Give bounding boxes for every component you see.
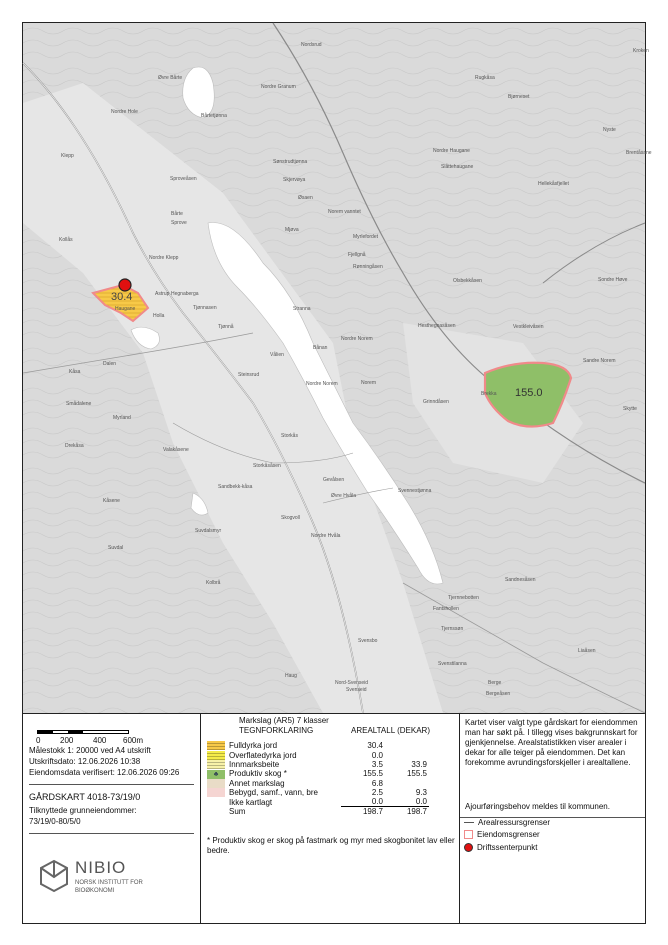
place-label: Haug [285, 673, 297, 679]
parcel-label-forest: 155.0 [515, 387, 543, 399]
info-paragraph: Kartet viser valgt type gårdskart for eiendommen man har søkt på. I tillegg vises bakgrunnskart for gjenkjennelse. Arealstatistikken viser arealer i dekar for alle teiger på eiendommen. Det kan forekomme avrundingsforskjeller i arealtallene. [465, 718, 638, 767]
place-label: Brekka [481, 391, 497, 397]
row-label: Ikke kartlagt [229, 797, 273, 807]
legend-swatch [207, 741, 225, 750]
place-label: Hegnaberga [171, 291, 199, 297]
row-value-b [385, 750, 429, 759]
verified-date: Eiendomsdata verifisert: 12.06.2026 09:26 [29, 768, 180, 777]
row-label: Sum [229, 807, 246, 817]
place-label: Drekåsa [65, 443, 84, 449]
place-label: Nordre Norem [341, 336, 373, 342]
row-value-a: 30.4 [367, 741, 383, 751]
place-label: Norem vanntet [328, 209, 361, 215]
legend-swatch [207, 807, 225, 816]
legend-swatch [207, 751, 225, 760]
place-label: Astrup [155, 291, 170, 297]
area-row [205, 807, 429, 817]
place-label: Vålien [270, 352, 284, 358]
area-row [205, 769, 429, 778]
map-canvas [23, 23, 645, 713]
place-label: Nordsrud [301, 42, 322, 48]
place-label: Valakåsene [163, 447, 189, 453]
place-label: Steinsrud [238, 372, 260, 378]
place-label: Fantshollen [433, 606, 459, 612]
print-date: Utskriftsdato: 12.06.2026 10:38 [29, 757, 141, 766]
col-area: AREALTALL (DEKAR) [351, 726, 430, 735]
row-value-a: 0.0 [341, 797, 385, 807]
info-update: Ajourføringsbehov meldes til kommunen. [465, 802, 610, 811]
place-label: Storkås [281, 433, 298, 439]
place-label: Grinndåsen [423, 399, 449, 405]
place-label: Stranna [293, 306, 311, 312]
scale-text: Målestokk 1: 20000 ved A4 utskrift [29, 746, 151, 755]
place-label: Sprove [171, 220, 187, 226]
row-label: Overflatedyrka jord [229, 750, 297, 760]
scale-bar [37, 730, 129, 734]
row-value-b [385, 779, 429, 788]
logo-name: NIBIO [75, 858, 127, 877]
logo-sub2: BIOØKONOMI [75, 888, 115, 894]
scale-tick-400: 400 [93, 736, 107, 745]
place-label: Tjernssøn [441, 626, 464, 632]
parcel-label-field: 30.4 [111, 291, 133, 303]
row-value-b: 198.7 [406, 807, 427, 817]
col-legend: TEGNFORKLARING [239, 726, 314, 735]
place-label: Smådalene [66, 401, 92, 407]
area-row [205, 760, 429, 769]
area-row [205, 741, 429, 750]
divider [29, 784, 194, 785]
place-label: Rønningåsen [353, 264, 383, 270]
place-label: Tjønnasen [193, 305, 217, 311]
place-label: Nordre Hole [111, 109, 138, 115]
place-label: Tjernnebotten [448, 595, 479, 601]
place-label: Skytte [623, 406, 637, 412]
place-label: Storkåsåsen [253, 463, 281, 469]
row-label: Annet markslag [229, 778, 285, 788]
linked-label: Tilknyttede grunneiendommer: [29, 806, 137, 815]
legend-driftssenter: Driftssenterpunkt [464, 843, 537, 852]
place-label: Bårte [171, 211, 183, 217]
place-label: Svenstilanna [438, 661, 467, 667]
place-label: Klepp [61, 153, 74, 159]
legend-swatch: ♣ [207, 770, 225, 779]
row-value-b: 155.5 [406, 769, 427, 779]
row-value-b [385, 741, 429, 750]
row-value-a: 6.8 [371, 778, 383, 788]
legend-arealressurs: Arealressursgrenser [464, 818, 550, 827]
nibio-logo-icon [39, 859, 69, 893]
place-label: Nordre Klepp [149, 255, 179, 261]
place-label: Øsaen [298, 195, 313, 201]
row-label: Innmarksbeite [229, 759, 280, 769]
place-label: Svennestjønna [398, 488, 432, 494]
place-label: Kåsene [103, 498, 120, 504]
map-area[interactable] [23, 23, 652, 714]
place-label: Sproveåsen [170, 176, 197, 182]
place-label: Mjøva [285, 227, 299, 233]
dot-icon [464, 843, 473, 852]
place-label: Kroken [633, 48, 649, 54]
place-label: Bjørneset [508, 94, 530, 100]
place-label: Bergeåsen [486, 691, 511, 697]
place-label: Nordre Haugane [433, 148, 470, 154]
row-value-b: 33.9 [411, 759, 427, 769]
place-label: Norem [361, 380, 377, 386]
place-label: Svenseid [346, 687, 367, 693]
row-value-b: 0.0 [385, 797, 429, 807]
place-label: Vestkleivåsen [513, 324, 544, 330]
place-label: Bårtetjønna [201, 113, 227, 119]
row-label: Fulldyrka jord [229, 741, 278, 751]
area-row [205, 797, 429, 807]
place-label: Kollås [59, 237, 73, 243]
area-row [205, 750, 429, 759]
linked-value: 73/19/0-80/5/0 [29, 817, 81, 826]
farm-map-title: GÅRDSKART 4018-73/19/0 [29, 792, 141, 802]
logo-sub1: NORSK INSTITUTT FOR [75, 880, 143, 886]
row-value-a: 0.0 [371, 750, 383, 760]
scale-info-panel [23, 714, 201, 923]
place-label: Øvre Hvåla [331, 493, 357, 499]
place-label: Nyste [603, 127, 616, 133]
line-icon [464, 822, 474, 823]
row-value-a: 198.7 [362, 807, 383, 817]
place-label: Kolbrå [206, 580, 221, 586]
marks-title: Markslag (AR5) 7 klasser [239, 716, 329, 725]
place-label: Brentåsane [626, 150, 652, 156]
legend-swatch [207, 798, 225, 807]
legend-swatch [207, 760, 225, 769]
place-label: Myrlefordet [353, 234, 379, 240]
place-label: Skogvoll [281, 515, 300, 521]
scale-tick-200: 200 [60, 736, 74, 745]
place-label: Dalen [103, 361, 117, 367]
place-label: Slåttehaugane [441, 164, 474, 170]
place-label: Skjervøya [283, 177, 306, 183]
place-label: Bånan [313, 345, 328, 351]
place-label: Sandnesåsen [505, 577, 536, 583]
place-label: Sandbekk-kåsa [218, 484, 253, 490]
row-value-a: 3.5 [371, 759, 383, 769]
place-label: Suvdal [108, 545, 124, 551]
footnote: * Produktiv skog er skog på fastmark og myr med skogbonitet lav eller bedre. [207, 836, 455, 855]
area-row [205, 779, 429, 788]
legend-eiendom: Eiendomsgrenser [464, 830, 540, 839]
place-label: Nord-Svenseid [335, 680, 369, 686]
place-label: Fjellgnå [348, 252, 366, 258]
place-label: Nordre Hvåla [311, 533, 341, 539]
driftssenter-point[interactable] [119, 279, 131, 291]
place-label: Sandre Norem [583, 358, 616, 364]
legend-swatch [207, 779, 225, 788]
row-value-b: 9.3 [415, 788, 427, 798]
place-label: Holla [153, 313, 165, 319]
place-label: Haugane [115, 306, 136, 312]
place-label: Nordre Norem [306, 381, 338, 387]
place-label: Svensbo [358, 638, 378, 644]
legend-swatch [207, 788, 225, 797]
place-label: Berge [488, 680, 502, 686]
row-label: Produktiv skog * [229, 769, 287, 779]
place-label: Olsbekkåsen [453, 278, 482, 284]
place-label: Hesthegnasåsen [418, 323, 456, 329]
scale-tick-600: 600m [123, 736, 144, 745]
place-label: Liaåsen [578, 648, 596, 654]
place-label: Øvre Bårte [158, 75, 183, 81]
place-label: Gevålsen [323, 477, 345, 483]
row-value-a: 155.5 [362, 769, 383, 779]
area-table-panel [201, 714, 460, 923]
row-value-a: 2.5 [371, 788, 383, 798]
scale-tick-0: 0 [36, 736, 41, 745]
info-panel [460, 714, 645, 923]
place-label: Nordre Granum [261, 84, 296, 90]
area-table [205, 741, 429, 816]
square-icon [464, 830, 473, 839]
place-label: Sønstrudtjønna [273, 159, 308, 165]
place-label: Tjønnå [218, 324, 234, 330]
place-label: Sondre Høve [598, 277, 628, 283]
area-row [205, 788, 429, 797]
place-label: Rugkåsa [475, 75, 495, 81]
place-label: Myrland [113, 415, 131, 421]
place-label: Hellekåsfjellet [538, 181, 569, 187]
place-label: Kåsa [69, 369, 81, 375]
row-label: Bebygd, samf., vann, bre [229, 788, 318, 798]
place-label: Suvdalsmyr [195, 528, 222, 534]
